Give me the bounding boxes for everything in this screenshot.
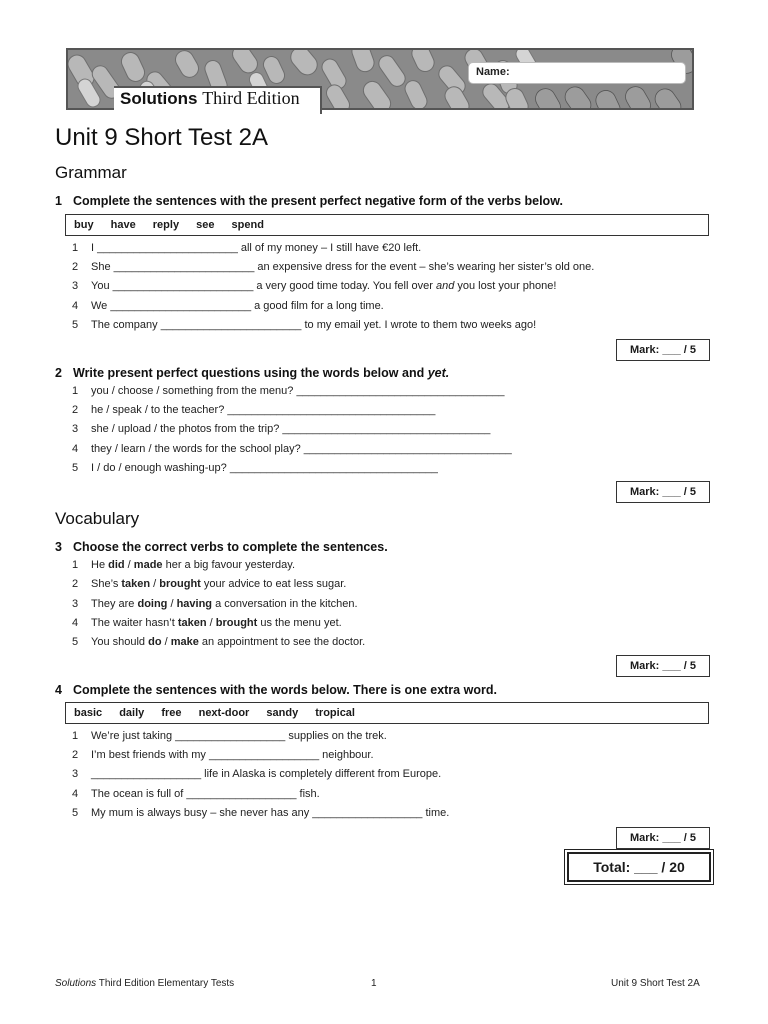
q4-item[interactable] xyxy=(72,807,449,819)
choice-a[interactable]: doing xyxy=(137,598,168,610)
item-text: __________________ life in Alaska is completely different from Europe. xyxy=(91,768,442,780)
item-number: 4 xyxy=(72,443,79,455)
q4-word-box xyxy=(65,702,709,724)
footer-series: Third Edition Elementary Tests xyxy=(96,978,235,989)
item-number: 4 xyxy=(72,617,79,629)
q2-mark-box[interactable]: Mark: ___ / 5 xyxy=(616,481,710,503)
q4-mark-box[interactable]: Mark: ___ / 5 xyxy=(616,827,710,849)
item-text: he / speak / to the teacher? __________________________________ xyxy=(91,404,436,416)
item-text: I’m best friends with my __________________ neighbour. xyxy=(91,749,374,761)
q3-item[interactable] xyxy=(72,617,342,629)
question-number: 4 xyxy=(55,683,62,697)
item-number: 3 xyxy=(72,768,79,780)
item-text: My mum is always busy – she never has any __________________ time. xyxy=(91,807,450,819)
choice-separator: / xyxy=(167,598,177,610)
word-option: buy xyxy=(74,219,94,231)
question-1-heading xyxy=(55,194,563,208)
word-option: free xyxy=(161,707,182,719)
word-option: tropical xyxy=(315,707,355,719)
q1-item[interactable] xyxy=(72,261,594,273)
question-instruction: Complete the sentences with the words below. There is one extra word. xyxy=(73,683,497,697)
question-number: 2 xyxy=(55,366,62,380)
q1-item[interactable] xyxy=(72,319,536,331)
item-number: 3 xyxy=(72,598,79,610)
item-number: 3 xyxy=(72,280,79,292)
word-option: basic xyxy=(74,707,103,719)
choice-separator: / xyxy=(150,578,160,590)
item-text: a conversation in the kitchen. xyxy=(212,598,358,610)
item-text: her a big favour yesterday. xyxy=(162,559,296,571)
word-option: spend xyxy=(231,219,264,231)
choice-separator: / xyxy=(206,617,216,629)
item-number: 4 xyxy=(72,788,79,800)
item-text: us the menu yet. xyxy=(257,617,342,629)
question-2-heading xyxy=(55,366,449,380)
item-text: I _______________________ all of my money – I still have €20 left. xyxy=(91,242,422,254)
item-number: 2 xyxy=(72,261,79,273)
word-option: next-door xyxy=(198,707,250,719)
q1-item[interactable] xyxy=(72,242,421,254)
item-number: 1 xyxy=(72,730,79,742)
word-option: reply xyxy=(152,219,180,231)
q2-item[interactable] xyxy=(72,404,435,416)
page-number: 1 xyxy=(371,978,377,989)
choice-a[interactable]: taken xyxy=(177,617,207,629)
brand-logo xyxy=(120,88,300,109)
question-instruction: Write present perfect questions using the words below and xyxy=(73,366,428,380)
item-text: I / do / enough washing-up? __________________________________ xyxy=(91,462,438,474)
item-text: The ocean is full of __________________ fish. xyxy=(91,788,320,800)
item-text: She _______________________ an expensive dress for the event – she’s wearing her sister’s old one. xyxy=(91,261,595,273)
question-number: 1 xyxy=(55,194,62,208)
choice-b[interactable]: brought xyxy=(215,617,258,629)
item-emphasis: and xyxy=(435,280,455,292)
item-number: 1 xyxy=(72,242,79,254)
section-vocabulary: Vocabulary xyxy=(55,509,140,528)
item-number: 5 xyxy=(72,636,79,648)
question-4-heading xyxy=(55,683,497,697)
question-instruction: Choose the correct verbs to complete the sentences. xyxy=(73,540,388,554)
word-option: see xyxy=(196,219,215,231)
question-emphasis: yet. xyxy=(427,366,450,380)
q2-item[interactable] xyxy=(72,462,438,474)
choice-a[interactable]: do xyxy=(148,636,162,648)
item-text: you / choose / something from the menu? __________________________________ xyxy=(91,385,505,397)
item-text: your advice to eat less sugar. xyxy=(200,578,347,590)
q3-item[interactable] xyxy=(72,559,295,571)
choice-b[interactable]: having xyxy=(176,598,213,610)
item-text: You _______________________ a very good time today. You fell over xyxy=(91,280,436,292)
brand-name: Solutions xyxy=(120,89,198,108)
item-number: 2 xyxy=(72,404,79,416)
item-text: an appointment to see the doctor. xyxy=(198,636,366,648)
word-option: sandy xyxy=(266,707,299,719)
word-option: have xyxy=(110,219,136,231)
choice-b[interactable]: make xyxy=(170,636,199,648)
q1-mark-box[interactable]: Mark: ___ / 5 xyxy=(616,339,710,361)
item-number: 5 xyxy=(72,807,79,819)
item-number: 1 xyxy=(72,559,79,571)
total-score-box[interactable]: Total: ___ / 20 xyxy=(567,852,711,882)
footer-right: Unit 9 Short Test 2A xyxy=(611,978,700,989)
q2-item[interactable] xyxy=(72,443,512,455)
item-number: 2 xyxy=(72,578,79,590)
q3-item[interactable] xyxy=(72,598,358,610)
name-label: Name: xyxy=(476,66,510,78)
item-number: 3 xyxy=(72,423,79,435)
item-text: The company _______________________ to my email yet. I wrote to them two weeks ago! xyxy=(91,319,537,331)
question-3-heading xyxy=(55,540,388,554)
brand-edition: Third Edition xyxy=(202,88,300,108)
footer-left xyxy=(55,978,234,989)
item-number: 4 xyxy=(72,300,79,312)
choice-b[interactable]: made xyxy=(133,559,163,571)
item-number: 5 xyxy=(72,462,79,474)
section-grammar: Grammar xyxy=(55,163,127,182)
q3-item[interactable] xyxy=(72,636,365,648)
q2-item[interactable] xyxy=(72,385,504,397)
q4-item[interactable] xyxy=(72,730,387,742)
q1-item[interactable] xyxy=(72,300,384,312)
question-instruction: Complete the sentences with the present perfect negative form of the verbs below. xyxy=(73,194,563,208)
item-number: 1 xyxy=(72,385,79,397)
q2-item[interactable] xyxy=(72,423,490,435)
word-option: daily xyxy=(119,707,145,719)
q4-item[interactable] xyxy=(72,768,441,780)
q4-item[interactable] xyxy=(72,788,320,800)
item-text: she / upload / the photos from the trip? __________________________________ xyxy=(91,423,491,435)
item-text: The waiter hasn’t xyxy=(91,617,178,629)
item-number: 2 xyxy=(72,749,79,761)
item-text: They are xyxy=(91,598,138,610)
q4-item[interactable] xyxy=(72,749,374,761)
choice-b[interactable]: brought xyxy=(159,578,201,590)
choice-a[interactable]: taken xyxy=(121,578,151,590)
choice-separator: / xyxy=(161,636,171,648)
q3-mark-box[interactable]: Mark: ___ / 5 xyxy=(616,655,710,677)
question-number: 3 xyxy=(55,540,62,554)
q3-item[interactable] xyxy=(72,578,346,590)
item-number: 5 xyxy=(72,319,79,331)
item-text: We’re just taking __________________ supplies on the trek. xyxy=(91,730,387,742)
footer-brand: Solutions xyxy=(55,978,97,989)
item-text: He xyxy=(91,559,109,571)
item-text: She’s xyxy=(91,578,122,590)
item-text: We _______________________ a good film for a long time. xyxy=(91,300,384,312)
choice-separator: / xyxy=(124,559,134,571)
q1-word-box xyxy=(65,214,709,236)
item-text: they / learn / the words for the school play? __________________________________ xyxy=(91,443,512,455)
choice-a[interactable]: did xyxy=(108,559,125,571)
item-text: You should xyxy=(91,636,149,648)
page-title: Unit 9 Short Test 2A xyxy=(55,124,268,151)
q1-item[interactable] xyxy=(72,280,556,292)
item-text: you lost your phone! xyxy=(454,280,557,292)
